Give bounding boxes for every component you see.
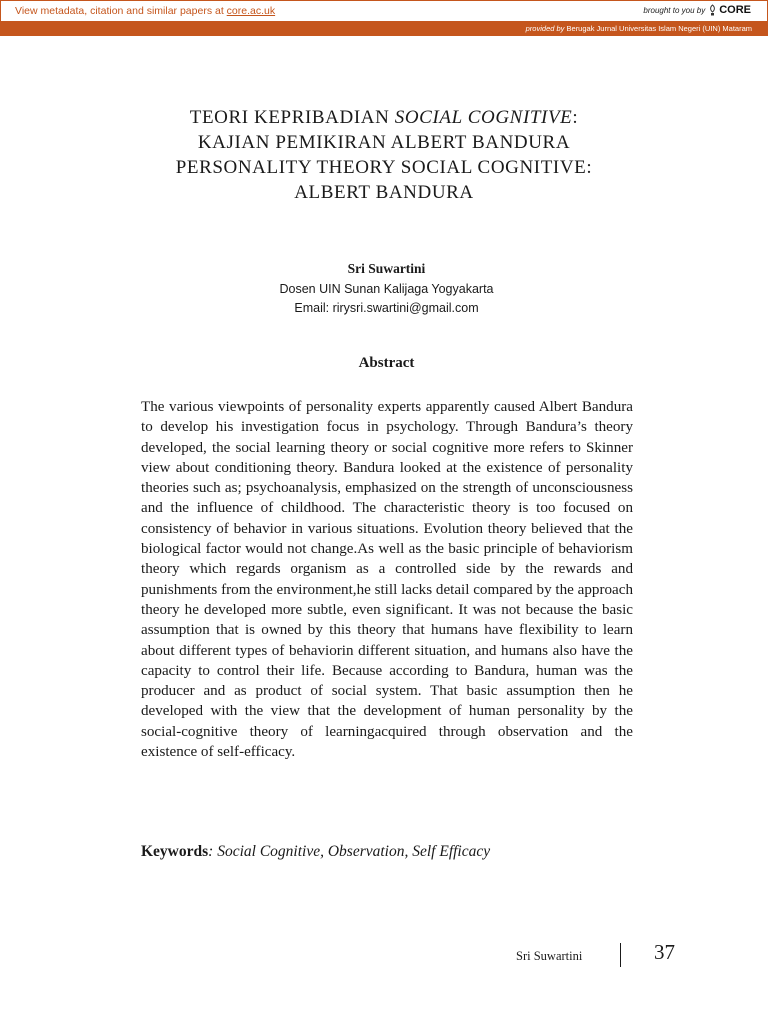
provided-by: [526, 24, 752, 33]
metadata-notice: [15, 5, 275, 17]
author-affiliation: Dosen UIN Sunan Kalijaga Yogyakarta: [279, 282, 494, 296]
keywords-items: Social Cognitive, Observation, Self Efficacy: [217, 843, 491, 860]
footer-author: Sri Suwartini: [516, 949, 583, 963]
title-line-4: ALBERT BANDURA: [294, 182, 474, 203]
title-line-1: [60, 105, 708, 130]
author-email: Email: rirysri.swartini@gmail.com: [294, 301, 479, 315]
core-link[interactable]: core.ac.uk: [226, 5, 276, 17]
keywords-separator: :: [208, 843, 218, 860]
core-banner: [0, 0, 768, 22]
abstract-heading: Abstract: [358, 355, 415, 371]
title-line-1-prefix: TEORI KEPRIBADIAN: [189, 107, 395, 128]
core-logo-icon: [708, 4, 717, 16]
brought-to-you: [643, 4, 751, 16]
provided-by-source: Berugak Jurnal Universitas Islam Negeri (UIN) Mataram: [566, 24, 752, 33]
title-line-1-italic: SOCIAL COGNITIVE: [394, 107, 573, 128]
keywords: [141, 843, 633, 861]
page-number: 37: [654, 940, 675, 964]
footer-divider: [620, 943, 621, 967]
core-logo-text: CORE: [719, 4, 751, 16]
provided-by-bar: [0, 22, 768, 36]
title-line-1-suffix: :: [572, 107, 579, 128]
abstract-body: The various viewpoints of personality experts apparently caused Albert Bandura to develop his investigation focus in psychology. Through Bandura’s theory developed, the social learning theory or social cognitive more refers to Skinner view about conditioning theory. Bandura looked at the existence of personality theories such as; psychoanalysis, emphasized on the strength of unconsciousness and the influence of childhood. The characteristic theory is too focused on consistency of behavior in various situations. Evolution theory believed that the biological factor would not change.As well as the basic principle of behaviorism theory which regards organism as a controlled side by the rewards and punishments from the environment,he still lacks detail compared by the approach theory he developed more subtle, even significant. It was not because the basic assumption that is owned by this theory that humans have flexibility to learn about different types of behaviorin different situation, and humans also have the capacity to control their life. Because according to Bandura, human was the producer and as product of social system. That basic assumption then he developed with the view that the development of human personality by the social-cognitive theory of learningacquired through observation and the existence of self-efficacy.: [141, 399, 633, 761]
title-line-2: KAJIAN PEMIKIRAN ALBERT BANDURA: [197, 132, 571, 153]
provided-by-label: provided by: [525, 24, 565, 33]
keywords-label: Keywords: [141, 843, 209, 860]
author-name: Sri Suwartini: [347, 261, 426, 276]
metadata-text: View metadata, citation and similar papers at: [15, 5, 227, 17]
core-logo[interactable]: [708, 4, 751, 16]
author-affiliation-block: [0, 280, 768, 318]
brought-text: brought to you by: [643, 5, 706, 15]
paper-title: [60, 105, 708, 205]
title-line-3: PERSONALITY THEORY SOCIAL COGNITIVE:: [175, 157, 593, 178]
